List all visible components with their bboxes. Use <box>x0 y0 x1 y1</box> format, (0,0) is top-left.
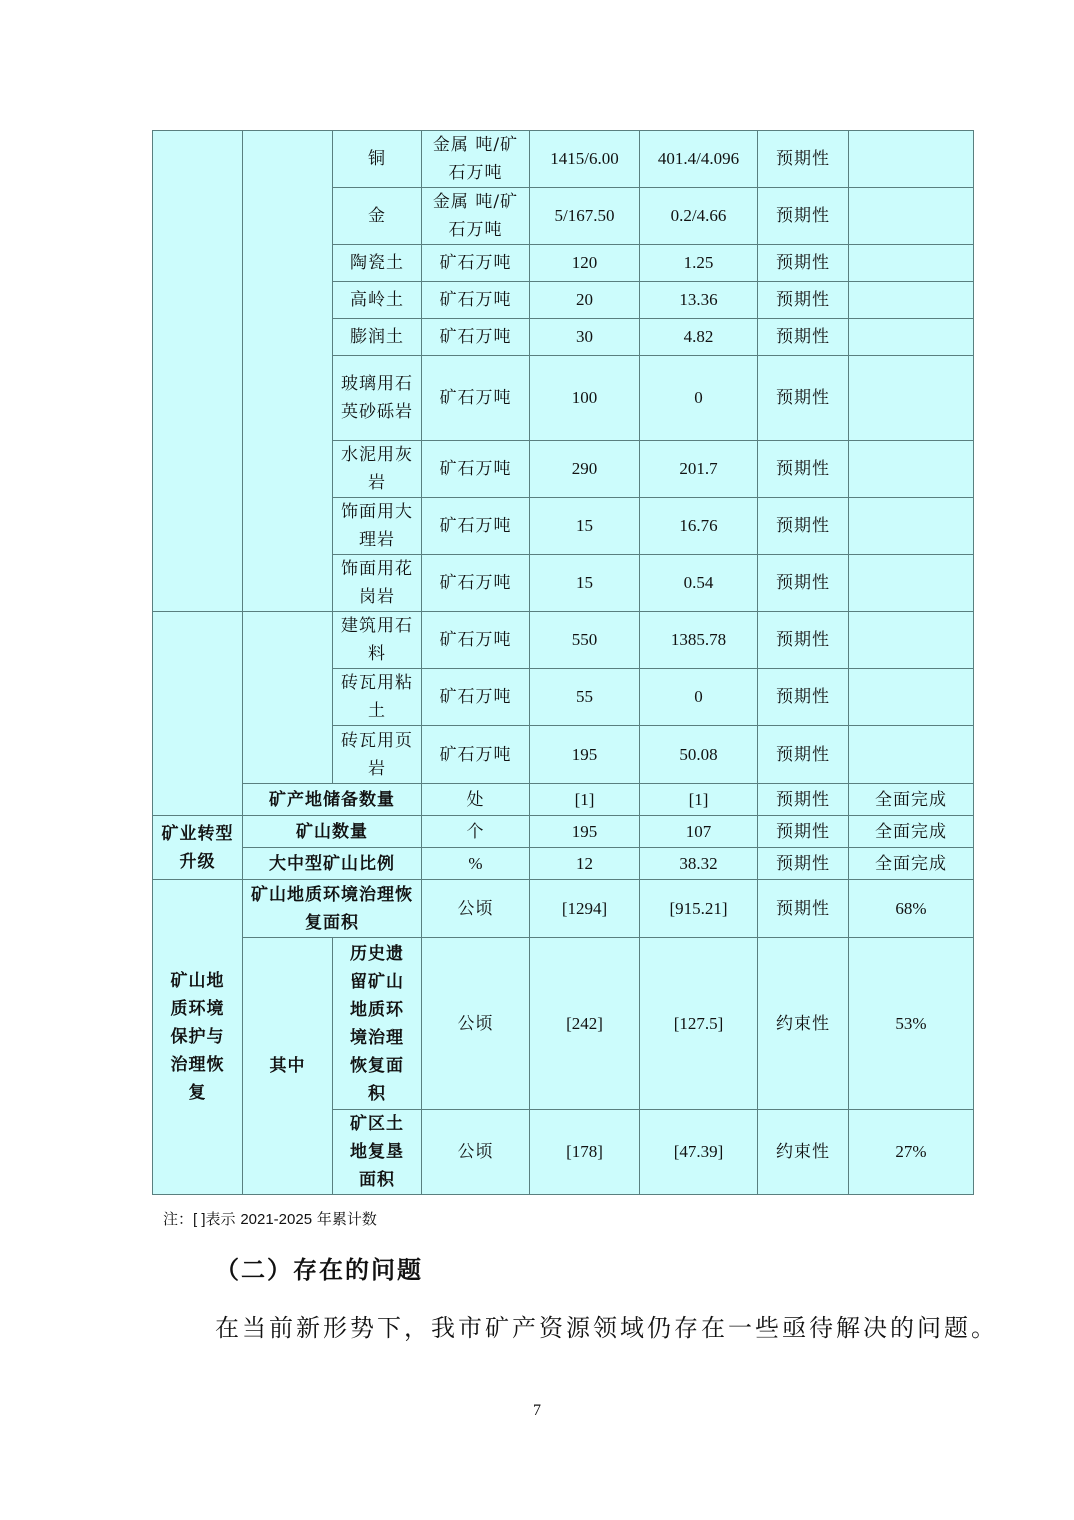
unit-cell: 矿石万吨 <box>422 245 530 282</box>
table-note <box>163 1208 377 1229</box>
actual-value: 13.36 <box>640 282 758 319</box>
unit-cell: 矿石万吨 <box>422 356 530 441</box>
attribute-cell: 预期性 <box>758 319 849 356</box>
status-cell <box>849 188 974 245</box>
subcategory-cell-blank <box>243 612 333 784</box>
target-value: 30 <box>530 319 640 356</box>
mineral-name: 水泥用灰岩 <box>333 441 422 498</box>
actual-value: 0 <box>640 669 758 726</box>
actual-value: [47.39] <box>640 1110 758 1195</box>
attribute-cell: 预期性 <box>758 880 849 938</box>
actual-value: 107 <box>640 816 758 848</box>
status-cell <box>849 498 974 555</box>
indicator-name: 历史遗留矿山地质环境治理恢复面积 <box>333 938 422 1110</box>
note-text-a: 表示 <box>205 1210 241 1228</box>
note-bracket: [ ] <box>193 1211 206 1228</box>
target-value: [178] <box>530 1110 640 1195</box>
actual-value: 401.4/4.096 <box>640 131 758 188</box>
unit-cell: 公顷 <box>422 880 530 938</box>
mineral-name: 铜 <box>333 131 422 188</box>
note-text-b: 年累计数 <box>312 1210 377 1228</box>
actual-value: 1385.78 <box>640 612 758 669</box>
status-cell: 53% <box>849 938 974 1110</box>
category-transform: 矿业转型升级 <box>153 816 243 880</box>
target-value: 15 <box>530 555 640 612</box>
actual-value: [915.21] <box>640 880 758 938</box>
attribute-cell: 预期性 <box>758 498 849 555</box>
target-value: 100 <box>530 356 640 441</box>
status-cell <box>849 555 974 612</box>
unit-cell: 公顷 <box>422 938 530 1110</box>
table-row <box>153 784 974 816</box>
unit-cell: 金属 吨/矿石万吨 <box>422 131 530 188</box>
unit-cell: 矿石万吨 <box>422 282 530 319</box>
actual-value: 38.32 <box>640 848 758 880</box>
status-cell <box>849 726 974 784</box>
unit-cell: 矿石万吨 <box>422 555 530 612</box>
mineral-name: 膨润土 <box>333 319 422 356</box>
mineral-name: 饰面用大理岩 <box>333 498 422 555</box>
mineral-name: 砖瓦用粘土 <box>333 669 422 726</box>
table-row <box>153 612 974 669</box>
attribute-cell: 预期性 <box>758 245 849 282</box>
attribute-cell: 约束性 <box>758 938 849 1110</box>
sub-label: 其中 <box>243 938 333 1195</box>
note-years: 2021-2025 <box>240 1211 313 1228</box>
status-cell: 68% <box>849 880 974 938</box>
target-value: 12 <box>530 848 640 880</box>
attribute-cell: 预期性 <box>758 282 849 319</box>
indicator-name: 大中型矿山比例 <box>243 848 422 880</box>
status-cell <box>849 245 974 282</box>
table-row <box>153 938 974 1110</box>
actual-value: [1] <box>640 784 758 816</box>
attribute-cell: 预期性 <box>758 848 849 880</box>
unit-cell: 个 <box>422 816 530 848</box>
mineral-name: 砖瓦用页岩 <box>333 726 422 784</box>
unit-cell: 矿石万吨 <box>422 669 530 726</box>
target-value: 550 <box>530 612 640 669</box>
reserve-name: 矿产地储备数量 <box>243 784 422 816</box>
status-cell <box>849 612 974 669</box>
actual-value: 0.54 <box>640 555 758 612</box>
unit-cell: 矿石万吨 <box>422 726 530 784</box>
actual-value: 4.82 <box>640 319 758 356</box>
status-cell <box>849 131 974 188</box>
actual-value: 16.76 <box>640 498 758 555</box>
status-cell <box>849 669 974 726</box>
actual-value: 50.08 <box>640 726 758 784</box>
status-cell <box>849 319 974 356</box>
actual-value: 0 <box>640 356 758 441</box>
note-prefix: 注： <box>163 1210 194 1228</box>
target-value: [242] <box>530 938 640 1110</box>
unit-cell: 矿石万吨 <box>422 319 530 356</box>
unit-cell: 处 <box>422 784 530 816</box>
mineral-name: 建筑用石料 <box>333 612 422 669</box>
page-number: 7 <box>533 1402 541 1419</box>
mineral-name: 金 <box>333 188 422 245</box>
target-value: 1415/6.00 <box>530 131 640 188</box>
status-cell <box>849 441 974 498</box>
attribute-cell: 预期性 <box>758 726 849 784</box>
category-cell-blank <box>153 131 243 612</box>
target-value: 15 <box>530 498 640 555</box>
section-heading: （二）存在的问题 <box>215 1255 423 1284</box>
unit-cell: 矿石万吨 <box>422 612 530 669</box>
status-cell: 27% <box>849 1110 974 1195</box>
target-value: 195 <box>530 816 640 848</box>
indicator-name: 矿山数量 <box>243 816 422 848</box>
unit-cell: 矿石万吨 <box>422 441 530 498</box>
actual-value: 1.25 <box>640 245 758 282</box>
attribute-cell: 预期性 <box>758 441 849 498</box>
table-row <box>153 848 974 880</box>
status-cell: 全面完成 <box>849 784 974 816</box>
attribute-cell: 预期性 <box>758 669 849 726</box>
actual-value: 201.7 <box>640 441 758 498</box>
mineral-name: 玻璃用石英砂砾岩 <box>333 356 422 441</box>
attribute-cell: 预期性 <box>758 131 849 188</box>
actual-value: 0.2/4.66 <box>640 188 758 245</box>
mineral-name: 陶瓷土 <box>333 245 422 282</box>
subcategory-cell-blank <box>243 131 333 612</box>
attribute-cell: 预期性 <box>758 188 849 245</box>
status-cell <box>849 282 974 319</box>
attribute-cell: 预期性 <box>758 356 849 441</box>
attribute-cell: 预期性 <box>758 555 849 612</box>
target-value: 5/167.50 <box>530 188 640 245</box>
table-row <box>153 880 974 938</box>
attribute-cell: 预期性 <box>758 816 849 848</box>
unit-cell: 矿石万吨 <box>422 498 530 555</box>
table-row <box>153 816 974 848</box>
attribute-cell: 约束性 <box>758 1110 849 1195</box>
target-value: 55 <box>530 669 640 726</box>
actual-value: [127.5] <box>640 938 758 1110</box>
target-value: 120 <box>530 245 640 282</box>
mineral-name: 高岭土 <box>333 282 422 319</box>
attribute-cell: 预期性 <box>758 612 849 669</box>
target-value: 195 <box>530 726 640 784</box>
category-environment: 矿山地质环境保护与治理恢复 <box>153 880 243 1195</box>
unit-cell: 金属 吨/矿石万吨 <box>422 188 530 245</box>
target-value: [1] <box>530 784 640 816</box>
category-cell-blank <box>153 612 243 816</box>
target-value: [1294] <box>530 880 640 938</box>
indicator-name: 矿山地质环境治理恢复面积 <box>243 880 422 938</box>
table-row <box>153 131 974 188</box>
mineral-targets-table <box>152 130 974 1195</box>
status-cell <box>849 356 974 441</box>
target-value: 20 <box>530 282 640 319</box>
indicator-name: 矿区土地复垦面积 <box>333 1110 422 1195</box>
body-paragraph: 在当前新形势下，我市矿产资源领域仍存在一些亟待解决的问题。 <box>215 1314 998 1342</box>
status-cell: 全面完成 <box>849 816 974 848</box>
status-cell: 全面完成 <box>849 848 974 880</box>
mineral-name: 饰面用花岗岩 <box>333 555 422 612</box>
unit-cell: % <box>422 848 530 880</box>
target-value: 290 <box>530 441 640 498</box>
attribute-cell: 预期性 <box>758 784 849 816</box>
unit-cell: 公顷 <box>422 1110 530 1195</box>
